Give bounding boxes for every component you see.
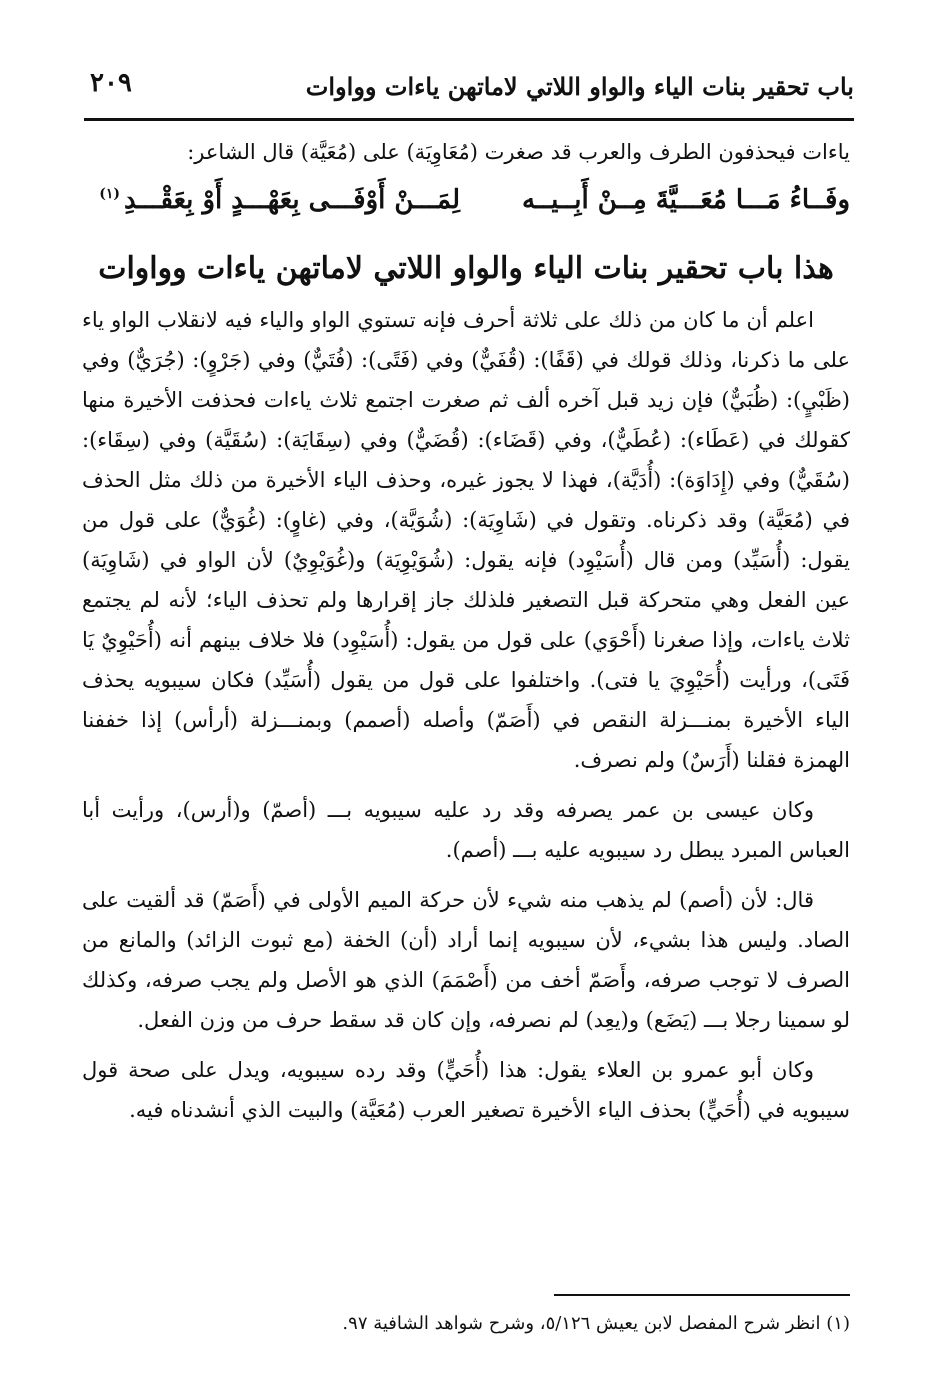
footnote-marker: (١) [99,186,120,202]
verse-second-hemistich: لِمَـــنْ أَوْفَـــى بِعَهْـــدٍ أَوْ بِعَقْـــدِ [123,185,460,215]
page-header [84,66,854,114]
paragraph-1: اعلم أن ما كان من ذلك على ثلاثة أحرف فإنه تستوي الواو والياء فيه لانقلاب الواو ياء على ما ذكرنا، وذلك قولك في (قَفًا): (قُفَيٌّ) وفي (فَتًى): (فُتَيٌّ) وفي (جَرْوٍ): (جُرَيٌّ) وفي (ظَبْيٍ): (ظُبَيٌّ) فإن زيد قبل آخره ألف ثم صغرت اجتمع ثلاث ياءات فحذفت الأخيرة منها كقولك في (عَطَاء): (عُطَيٌّ)، وفي (قَضَاء): (قُضَيٌّ) وفي (سِقَايَة): (سُقَيَّة) وفي (سِقَاء): (سُقَيٌّ) وفي (إِدَاوَة): (أُدَيَّة)، فهذا لا يجوز غيره، وحذف الياء الأخيرة من ذلك مثل الحذف في (مُعَيَّة) وقد ذكرناه. وتقول في (شَاوِيَة): (شُوَيَّة)، وفي (غاوٍ): (غُوَيٌّ) على قول من يقول: (أُسَيِّد) ومن قال (أُسَيْوِد) فإنه يقول: (شُوَيْوِيَة) و(غُوَيْوِيٌ) لأن الواو في (شَاوِيَة) عين الفعل وهي متحركة قبل التصغير فلذلك جاز إقرارها ولم تحذف الياء؛ لأنه لم يجتمع ثلاث ياءات، وإذا صغرنا (أَحْوَي) على قول من يقول: (أُسَيْوِد) فلا خلاف بينهم أنه (أُحَيْوِيٌ يَا فَتَى)، ورأيت (أُحَيْوِيَ يا فتى). واختلفوا على قول من يقول (أُسَيِّد) فكان سيبويه يحذف الياء الأخيرة بمنـــزلة النقص في (أَصَمّ) وأصله (أصمم) وبمنـــزلة (أرأس) إذا خففنا الهمزة فقلنا (أَرَسٌ) ولم نصرف. [82,308,851,772]
verse-first-hemistich: وفَــاءُ مَـــا مُعَـــيَّةَ مِــنْ أَبِــيــه [521,185,850,215]
running-title: باب تحقير بنات الياء والواو اللاتي لاماتهن ياءات وواوات [305,72,854,101]
page-body [82,132,850,1130]
page-number: ٢٠٩ [90,68,132,98]
paragraph-2: وكان عيسى بن عمر يصرفه وقد رد عليه سيبويه بـــ (أصمّ) و(أرس)، ورأيت أبا العباس المبرد يبطل رد سيبويه عليه بـــ (أصم). [82,798,850,862]
intro-line: ياءات فيحذفون الطرف والعرب قد صغرت (مُعَاوِيَة) على (مُعَيَّة) قال الشاعر: [187,140,850,164]
footnote-rule [554,1294,850,1296]
poetry-verse [82,174,850,226]
paragraph-3: قال: لأن (أصم) لم يذهب منه شيء لأن حركة الميم الأولى في (أَصَمّ) قد ألقيت على الصاد. وليس هذا بشيء، لأن سيبويه إنما أراد (أن) الخفة (مع ثبوت الزائد) والمانع من الصرف لا توجب صرفه، وأَصَمّ أخف من (أَصْمَمَ) الذي هو الأصل ولم يجب صرفه، وكذلك لو سمينا رجلا بـــ (يَضَع) و(يعِد) لم نصرفه، وإن كان قد سقط حرف من وزن الفعل. [82,888,850,1032]
footnote: (١) انظر شرح المفصل لابن يعيش ٥/١٢٦، وشرح شواهد الشافية ٩٧. [342,1313,850,1334]
header-rule [84,118,854,121]
paragraph-4: وكان أبو عمرو بن العلاء يقول: هذا (أُحَيٍّ) وقد رده سيبويه، ويدل على صحة قول سيبويه في (أُحَيٍّ) بحذف الياء الأخيرة تصغير العرب (مُعَيَّة) والبيت الذي أنشدناه فيه. [82,1058,850,1122]
section-heading: هذا باب تحقير بنات الياء والواو اللاتي لاماتهن ياءات وواوات [98,251,834,286]
